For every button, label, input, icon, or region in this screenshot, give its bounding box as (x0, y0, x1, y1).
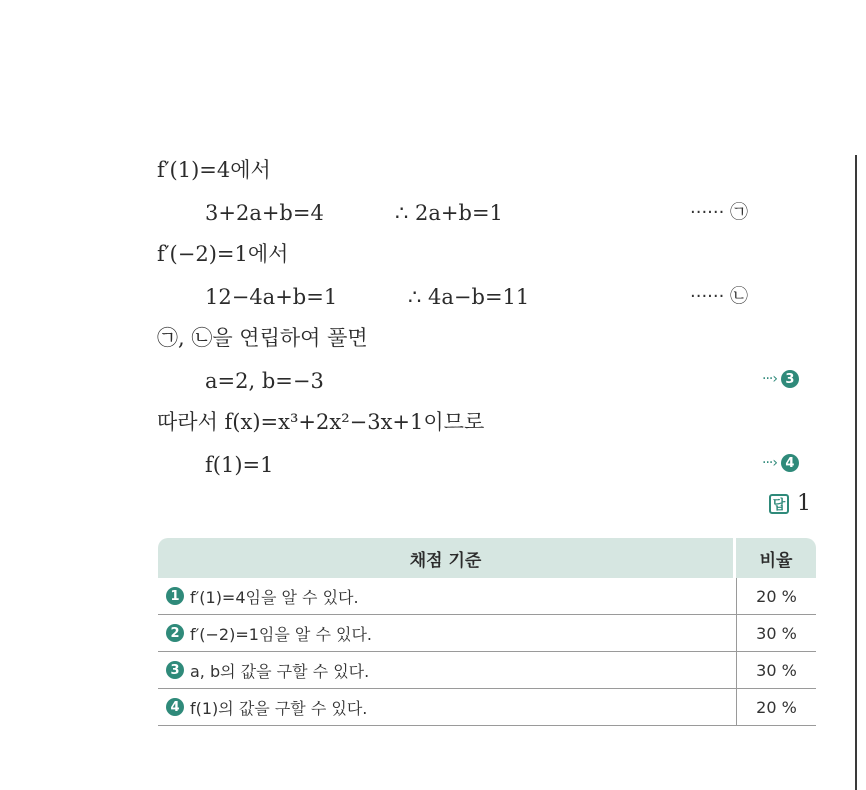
answer (769, 491, 811, 516)
criteria-cell (158, 689, 736, 726)
step-arrow-icon: ···› (762, 455, 777, 471)
step-arrow-icon: ···› (762, 371, 777, 387)
solution-line-2-result: ∴ 2a+b=1 (395, 201, 503, 225)
rate-cell: 30 % (736, 652, 816, 689)
table-row (158, 689, 816, 726)
step-marker-3 (762, 370, 799, 388)
criteria-cell (158, 578, 736, 615)
header-criteria: 채점 기준 (158, 538, 736, 578)
solution-line-5: ㉠, ㉡을 연립하여 풀면 (157, 326, 368, 350)
criteria-cell (158, 652, 736, 689)
solution-line-6: a=2, b=−3 (205, 369, 324, 393)
solution-line-3: f′(−2)=1에서 (157, 242, 289, 266)
rate-cell: 20 % (736, 578, 816, 615)
criteria-text: a, b의 값을 구할 수 있다. (190, 661, 370, 681)
solution-line-2-equation: 3+2a+b=4 (205, 201, 324, 225)
table-header-row (158, 538, 816, 578)
table-row (158, 652, 816, 689)
equation-marker-1: ······ ㉠ (690, 202, 749, 223)
solution-line-1: f′(1)=4에서 (157, 158, 271, 182)
solution-line-4-result: ∴ 4a−b=11 (408, 285, 530, 309)
criteria-number-badge: 1 (166, 587, 184, 605)
rate-cell: 20 % (736, 689, 816, 726)
criteria-text: f′(−2)=1임을 알 수 있다. (190, 624, 373, 644)
grading-criteria-table (158, 538, 816, 726)
solution-line-7: 따라서 f(x)=x³+2x²−3x+1이므로 (157, 410, 485, 434)
step-marker-4 (762, 454, 799, 472)
answer-value: 1 (797, 491, 811, 516)
rate-cell: 30 % (736, 615, 816, 652)
table-row (158, 578, 816, 615)
equation-marker-2: ······ ㉡ (690, 286, 749, 307)
criteria-number-badge: 3 (166, 661, 184, 679)
solution-line-8: f(1)=1 (205, 453, 274, 477)
criteria-text: f′(1)=4임을 알 수 있다. (190, 587, 359, 607)
page-edge-rule (855, 155, 857, 790)
header-rate: 비율 (736, 538, 816, 578)
table-row (158, 615, 816, 652)
answer-icon: 답 (769, 494, 789, 514)
criteria-number-badge: 2 (166, 624, 184, 642)
step-number-badge: 4 (781, 454, 799, 472)
criteria-text: f(1)의 값을 구할 수 있다. (190, 698, 368, 718)
criteria-number-badge: 4 (166, 698, 184, 716)
criteria-cell (158, 615, 736, 652)
step-number-badge: 3 (781, 370, 799, 388)
solution-line-4-equation: 12−4a+b=1 (205, 285, 338, 309)
